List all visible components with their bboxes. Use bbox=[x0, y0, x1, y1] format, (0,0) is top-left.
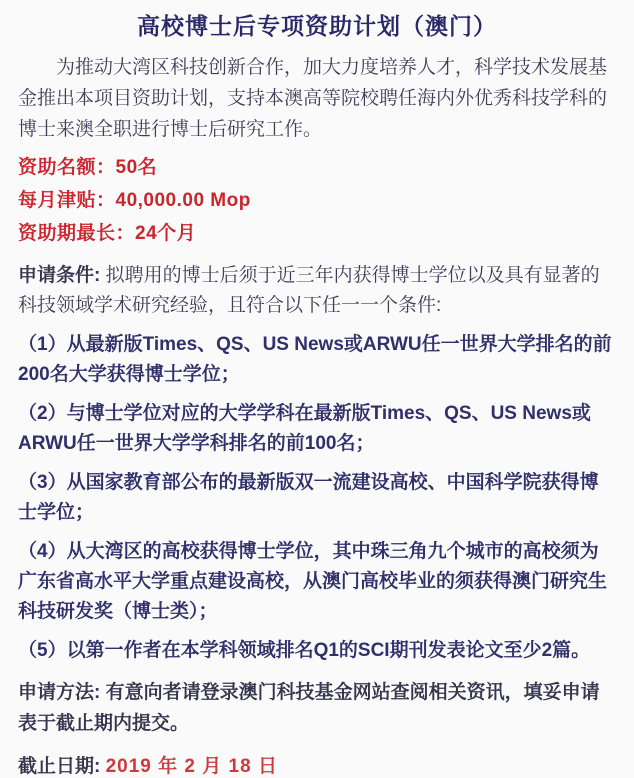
page-title: 高校博士后专项资助计划（澳门） bbox=[137, 13, 497, 39]
stat-max-duration: 资助期最长：24个月 bbox=[18, 223, 197, 244]
condition-item-4: （4）从大湾区的高校获得博士学位，其中珠三角九个城市的高校须为广东省高水平大学重点建设高校，从澳门高校毕业的须获得澳门研究生科技研发奖（博士类）； bbox=[18, 541, 608, 622]
deadline-label: 截止日期: bbox=[18, 756, 101, 777]
method-text: 有意向者请登录澳门科技基金网站查阅相关资讯，填妥申请表于截止期内提交。 bbox=[18, 682, 600, 734]
condition-item-3: （3）从国家教育部公布的最新版双一流建设高校、中国科学院获得博士学位； bbox=[18, 472, 599, 523]
condition-item-1: （1）从最新版Times、QS、US News或ARWU任一世界大学排名的前200名大学获得博士学位； bbox=[18, 334, 612, 385]
method-paragraph bbox=[18, 677, 616, 739]
conditions-label: 申请条件: bbox=[18, 265, 101, 286]
method-label: 申请方法: bbox=[18, 682, 101, 703]
intro-paragraph: 为推动大湾区科技创新合作，加大力度培养人才，科学技术发展基金推出本项目资助计划，支持本澳高等院校聘任海内外优秀科技学科的博士来澳全职进行博士后研究工作。 bbox=[18, 57, 608, 140]
deadline-value: 2019 年 2 月 18 日 bbox=[105, 756, 278, 777]
condition-item-5: （5）以第一作者在本学科领域排名Q1的SCI期刊发表论文至少2篇。 bbox=[18, 640, 591, 661]
conditions-paragraph bbox=[18, 261, 616, 321]
deadline-paragraph bbox=[18, 756, 616, 778]
stat-quota: 资助名额：50名 bbox=[18, 157, 158, 178]
condition-item-2: （2）与博士学位对应的大学学科在最新版Times、QS、US News或ARWU任一世界大学学科排名的前100名； bbox=[18, 403, 591, 454]
stat-monthly-allowance: 每月津贴：40,000.00 Mop bbox=[18, 190, 251, 211]
conditions-intro-text: 拟聘用的博士后须于近三年内获得博士学位以及具有显著的科技领域学术研究经验，且符合以下任一一个条件: bbox=[18, 265, 600, 316]
